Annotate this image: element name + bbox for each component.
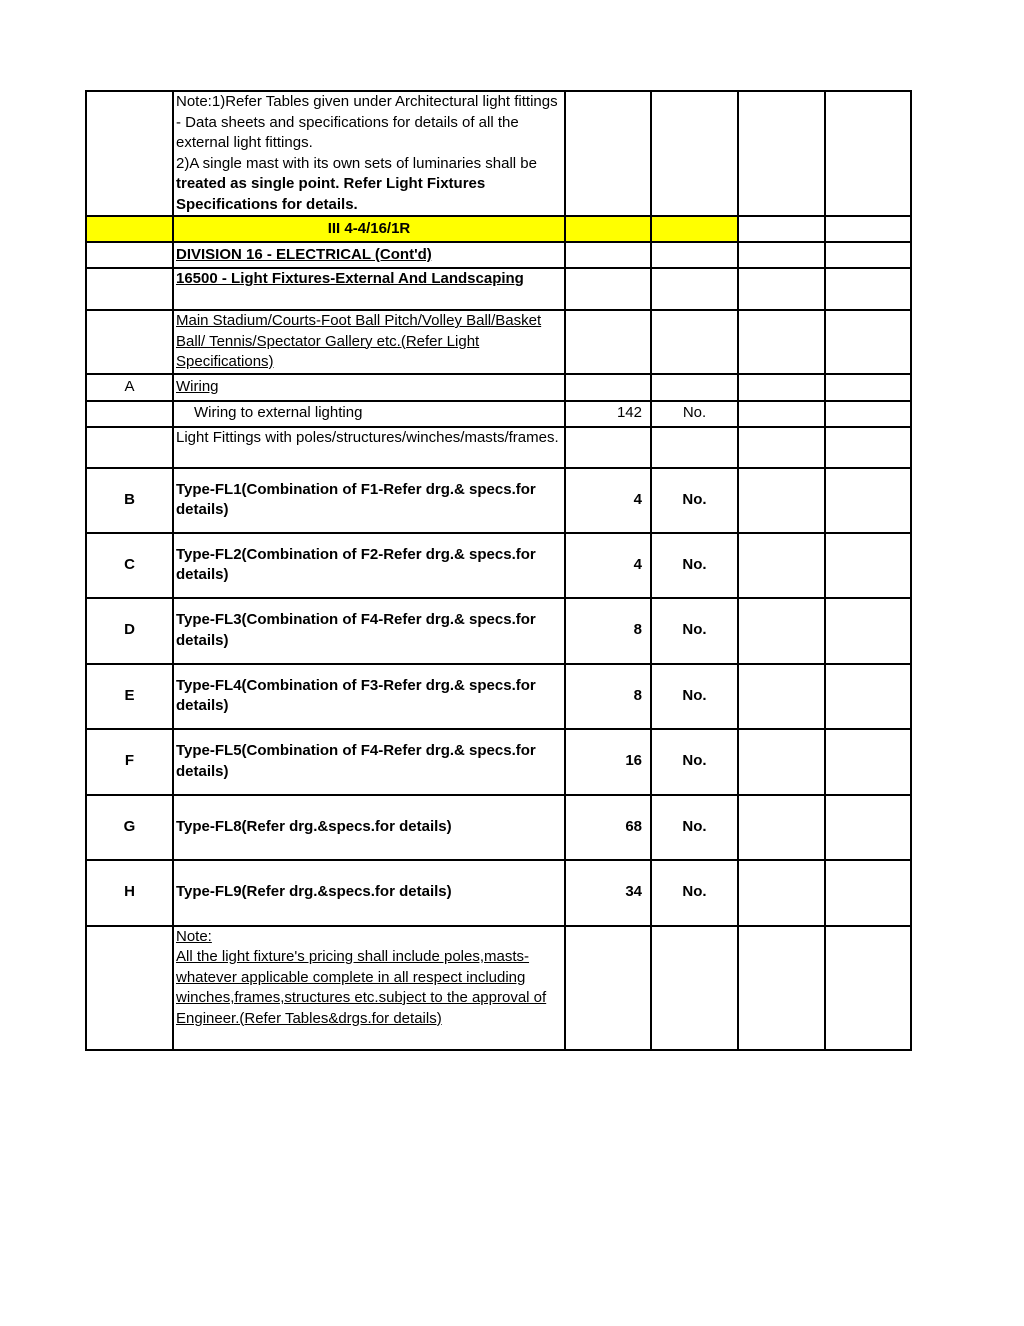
item-letter: D bbox=[86, 598, 173, 664]
item-desc: Type-FL8(Refer drg.&specs.for details) bbox=[173, 795, 565, 860]
item-desc: Type-FL3(Combination of F4-Refer drg.& specs.for details) bbox=[173, 598, 565, 664]
note-bottom-label: Note: bbox=[176, 927, 212, 945]
qty-cell: 34 bbox=[565, 860, 651, 926]
table-row bbox=[86, 468, 911, 533]
note-top-line2: 2)A single mast with its own sets of luminaries shall be bbox=[176, 154, 537, 172]
item-desc: Type-FL5(Combination of F4-Refer drg.& specs.for details) bbox=[173, 729, 565, 795]
qty-cell: 4 bbox=[565, 468, 651, 533]
table-row bbox=[86, 310, 911, 374]
item-letter: B bbox=[86, 468, 173, 533]
item-letter: G bbox=[86, 795, 173, 860]
item-desc: Type-FL4(Combination of F3-Refer drg.& specs.for details) bbox=[173, 664, 565, 729]
unit-cell: No. bbox=[651, 729, 738, 795]
item-desc: Type-FL2(Combination of F2-Refer drg.& specs.for details) bbox=[173, 533, 565, 598]
unit-cell: No. bbox=[651, 860, 738, 926]
unit-cell: No. bbox=[651, 533, 738, 598]
item-letter: C bbox=[86, 533, 173, 598]
boq-table bbox=[85, 90, 912, 1051]
table-row bbox=[86, 216, 911, 242]
note-bottom-cell bbox=[173, 926, 565, 1050]
wiring-desc: Wiring to external lighting bbox=[173, 401, 565, 427]
item-letter: H bbox=[86, 860, 173, 926]
note-top-line2-bold: treated as single point. Refer Light Fixtures Specifications for details. bbox=[176, 175, 486, 213]
item-desc: Type-FL1(Combination of F1-Refer drg.& specs.for details) bbox=[173, 468, 565, 533]
section-heading: 16500 - Light Fixtures-External And Landscaping bbox=[173, 268, 565, 310]
table-row bbox=[86, 374, 911, 401]
item-cell bbox=[86, 91, 173, 216]
table-row bbox=[86, 242, 911, 268]
page-reference: III 4-4/16/1R bbox=[173, 216, 565, 242]
table-row bbox=[86, 268, 911, 310]
table-row bbox=[86, 91, 911, 216]
item-letter: A bbox=[86, 374, 173, 401]
note-top-cell bbox=[173, 91, 565, 216]
fittings-heading: Light Fittings with poles/structures/winches/masts/frames. bbox=[173, 427, 565, 468]
item-letter: E bbox=[86, 664, 173, 729]
table-row bbox=[86, 598, 911, 664]
table-row bbox=[86, 427, 911, 468]
table-row bbox=[86, 401, 911, 427]
note-top-line1: Note:1)Refer Tables given under Architectural light fittings - Data sheets and specifications for details of all the external light fittings. bbox=[176, 93, 558, 151]
subheading: Main Stadium/Courts-Foot Ball Pitch/Volley Ball/Basket Ball/ Tennis/Spectator Gallery etc.(Refer Light Specifications) bbox=[173, 310, 565, 374]
qty-cell: 8 bbox=[565, 598, 651, 664]
unit-cell: No. bbox=[651, 468, 738, 533]
qty-cell: 68 bbox=[565, 795, 651, 860]
note-bottom-text: All the light fixture's pricing shall include poles,masts-whatever applicable complete in all respect including winches,frames,structures etc.subject to the approval of Engineer.(Refer Tables&drgs.for details) bbox=[176, 948, 547, 1027]
unit-cell: No. bbox=[651, 664, 738, 729]
qty-cell: 8 bbox=[565, 664, 651, 729]
table-row bbox=[86, 729, 911, 795]
wiring-title: Wiring bbox=[173, 374, 565, 401]
qty-cell: 142 bbox=[565, 401, 651, 427]
qty-cell: 4 bbox=[565, 533, 651, 598]
table-row bbox=[86, 860, 911, 926]
unit-cell: No. bbox=[651, 401, 738, 427]
qty-cell: 16 bbox=[565, 729, 651, 795]
item-letter: F bbox=[86, 729, 173, 795]
item-desc: Type-FL9(Refer drg.&specs.for details) bbox=[173, 860, 565, 926]
unit-cell: No. bbox=[651, 795, 738, 860]
table-row bbox=[86, 926, 911, 1050]
division-heading: DIVISION 16 - ELECTRICAL (Cont'd) bbox=[173, 242, 565, 268]
table-row bbox=[86, 795, 911, 860]
table-row bbox=[86, 533, 911, 598]
unit-cell: No. bbox=[651, 598, 738, 664]
table-row bbox=[86, 664, 911, 729]
